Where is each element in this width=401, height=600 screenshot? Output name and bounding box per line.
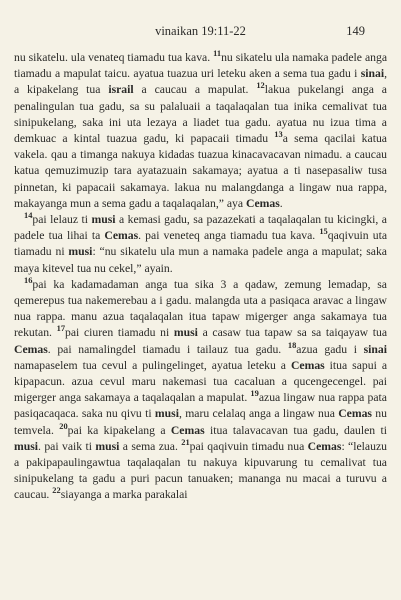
- text-run: pai ka kadamadaman anga tua sika 3 a qadaw, zemung lemadap, sa qemerepus tua nakemerebau a i gadu. malangda uta a pasiqaca aravac a lingaw nua rappa. manu azua taqalaqalan itua tapaw migerger anga sakamaya tua rekutan.: [14, 277, 387, 340]
- bold-name: Cemas: [290, 358, 325, 372]
- text-run: azua gadu i: [296, 342, 364, 356]
- chapter-verse-reference: vinaikan 19:11-22: [155, 24, 246, 38]
- paragraph: [14, 50, 387, 212]
- text-run: a kemasi gadu, sa pazazekati a taqalaqalan tu kicingki, a padele tua lihai ta: [14, 213, 387, 243]
- verse-number: 14: [24, 210, 33, 221]
- text-run: . pai vaik ti: [38, 439, 96, 453]
- text-run: lakua pukelangi anga a penalingulan tua gadu, sa su palaluaii a taqalaqalan tua inika cemalivat tua sinipukelang, saka ini uta lezaya a liadet tua gadu. ayatua nu izua tima a demkuac a kintal tuazua gadu, ki papacaii timadu: [14, 83, 387, 146]
- scripture-text: [14, 50, 387, 504]
- text-run: a sema zua.: [119, 439, 182, 453]
- bold-name: Cemas: [104, 229, 139, 243]
- text-run: , a kipakelang tua: [14, 67, 387, 97]
- verse-number: 16: [24, 274, 33, 285]
- bold-name: musi: [91, 213, 116, 227]
- bold-name: sinai: [360, 67, 385, 81]
- text-run: : “nu sikatelu ula mun a namaka padele anga a mapulat; saka maya kitevel tua nu cekel,” ayain.: [14, 245, 387, 275]
- bold-name: israil: [108, 83, 134, 97]
- verse-number: 21: [181, 436, 190, 447]
- bold-name: musi: [173, 326, 198, 340]
- verse-number: 19: [250, 388, 259, 399]
- bold-name: musi: [14, 439, 39, 453]
- text-run: a casaw tua tapaw sa sa taiqayaw tua: [197, 326, 388, 340]
- verse-number: 12: [256, 80, 265, 91]
- text-run: nu sikatelu. ula venateq tiamadu tua kava.: [14, 51, 214, 64]
- text-run: qaqivuin uta tiamadu ni: [14, 229, 388, 259]
- text-run: pai ka kipakelang a: [67, 423, 171, 437]
- text-run: pai qaqivuin timadu nua: [189, 439, 308, 453]
- text-run: itua sapui a kipapacun. azua cevul maru nakemasi tua cacaluan a qucengecengel. pai migerger anga sakamaya a taqalaqalan a mapulat.: [14, 358, 388, 405]
- text-run: nu sikatelu ula namaka padele anga tiamadu a mapulat taicu. ayatua tuazua uri leteku aken a sema tua gadu i: [14, 51, 388, 81]
- verse-number: 11: [213, 48, 222, 59]
- text-run: : “lelauzu a pakipapaulingawtua taqalaqalan tu nakuya kipuvarung tu cemalivat tua sinipukelang ta gadu a puri pacun tanuaken; mananga nu macai a turuvu a caucau.: [14, 439, 387, 502]
- bold-name: Cemas: [307, 439, 342, 453]
- text-run: nu temvela.: [14, 407, 387, 437]
- text-run: , maru celalaq anga a lingaw nua: [178, 407, 339, 421]
- verse-number: 18: [287, 339, 297, 350]
- paragraph: [14, 212, 387, 277]
- verse-number: 20: [59, 420, 68, 431]
- bold-name: Cemas: [14, 342, 48, 356]
- text-run: . pai veneteq anga tiamadu tua kava.: [138, 229, 320, 243]
- bold-name: musi: [68, 245, 93, 259]
- bold-name: musi: [154, 407, 179, 421]
- verse-number: 22: [52, 485, 61, 496]
- text-run: itua talavacavan tua gadu, daulen ti: [204, 423, 387, 437]
- text-run: .: [279, 196, 283, 210]
- text-run: namapaselem tua cevul a pulingelinget, ayatua leteku a: [14, 358, 291, 372]
- text-run: siayanga a marka parakalai: [60, 488, 188, 502]
- text-run: . pai namalingdel tiamadu i tailauz tua gadu.: [47, 342, 288, 356]
- running-header: [14, 22, 387, 40]
- text-run: pai ciuren tiamadu ni: [65, 326, 174, 340]
- page-number: 149: [346, 24, 365, 38]
- text-run: pai lelauz ti: [32, 213, 92, 227]
- bold-name: Cemas: [246, 196, 280, 210]
- verse-number: 13: [274, 129, 283, 140]
- bold-name: musi: [95, 439, 120, 453]
- text-run: azua lingaw nua rappa pata pasiqacaqaca. saka nu qivu ti: [14, 391, 387, 421]
- bold-name: sinai: [363, 342, 388, 356]
- bold-name: Cemas: [170, 423, 205, 437]
- paragraph: [14, 274, 388, 504]
- text-run: a caucau a mapulat.: [133, 83, 257, 97]
- text-run: a sema qacilai katua vakela. qau a timanga nakuya kidadas tuazua kinacavacavan nimadu. a caucau katua qemuzimuzip tara ayatazuain sakamaya; ayatua a ti nasepasaliw tusa pinnetan, ki papacaii sakamaya. lakua nu malangdanga a lingaw nua rappa, makayanga mun a sema gadu a taqalaqalan,” aya: [14, 132, 387, 210]
- verse-number: 17: [56, 323, 66, 334]
- verse-number: 15: [319, 226, 328, 237]
- bold-name: Cemas: [338, 407, 372, 421]
